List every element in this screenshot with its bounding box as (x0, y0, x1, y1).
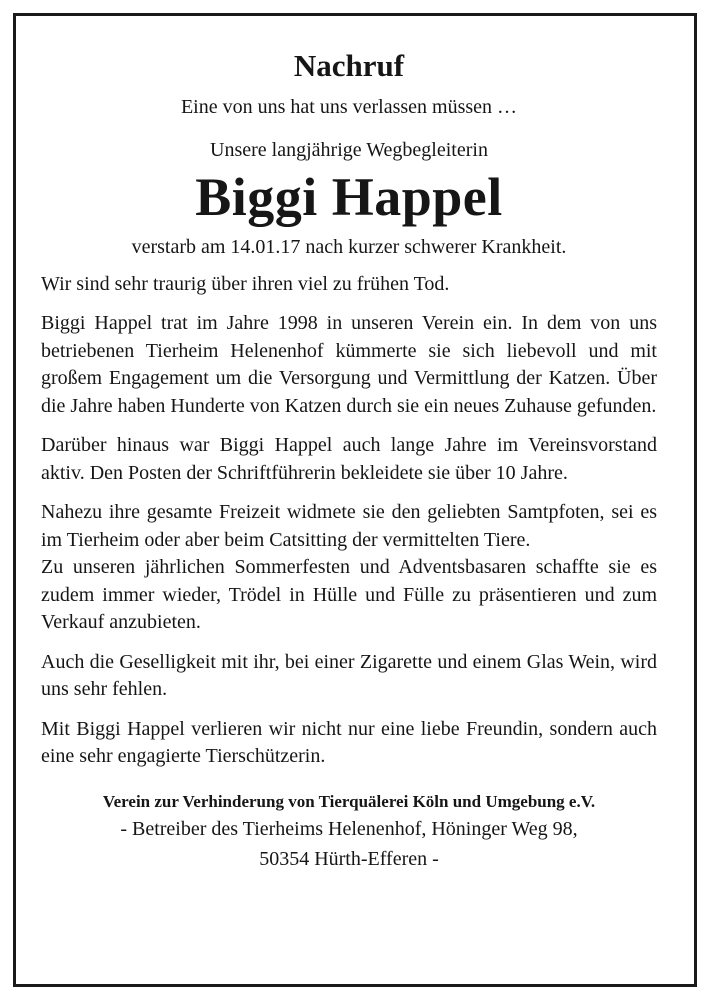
paragraph-grief: Wir sind sehr traurig über ihren viel zu frühen Tod. (41, 272, 450, 295)
address-line-1: - Betreiber des Tierheims Helenenhof, Höninger Weg 98, (120, 817, 578, 840)
paragraph-free-time: Nahezu ihre gesamte Freizeit widmete sie den geliebten Samtpfoten, sei es im Tierheim oder aber beim Catsitting der vermittelten Tiere. (41, 501, 657, 551)
paragraph-sociability: Auch die Geselligkeit mit ihr, bei einer Zigarette und einem Glas Wein, wird uns sehr fehlen. (41, 650, 657, 701)
intro-line: Eine von uns hat uns verlassen müssen … (180, 95, 518, 118)
obituary-notice (41, 36, 657, 873)
organization-name: Verein zur Verhinderung von Tierquälerei Köln und Umgebung e.V. (102, 791, 596, 811)
paragraph-farewell: Mit Biggi Happel verlieren wir nicht nur eine liebe Freundin, sondern auch eine sehr engagierte Tierschützerin. (41, 717, 657, 768)
address-line-2: 50354 Hürth-Efferen - (259, 847, 439, 870)
paragraph-bazaars: Zu unseren jährlichen Sommerfesten und Adventsbasaren schaffte sie es zudem immer wieder, Trödel in Hülle und Fülle zu präsentieren und zum Verkauf anzubieten. (41, 556, 657, 634)
paragraph-board: Darüber hinaus war Biggi Happel auch lange Jahre im Vereinsvorstand aktiv. Den Posten der Schriftführerin bekleidete sie über 10 Jahre. (41, 434, 657, 484)
death-line: verstarb am 14.01.17 nach kurzer schwerer Krankheit. (131, 235, 567, 258)
deceased-name: Biggi Happel (195, 166, 503, 227)
paragraph-membership: Biggi Happel trat im Jahre 1998 in unseren Verein ein. In dem von uns betriebenen Tierheim Helenenhof kümmerte sie sich liebevoll und mit großem Engagement um die Versorgung und Vermittlung der Katzen. Über die Jahre haben Hunderte von Katzen durch sie ein neues Zuhause gefunden. (41, 312, 657, 417)
heading: Nachruf (293, 48, 405, 83)
companion-line: Unsere langjährige Wegbegleiterin (210, 138, 488, 161)
